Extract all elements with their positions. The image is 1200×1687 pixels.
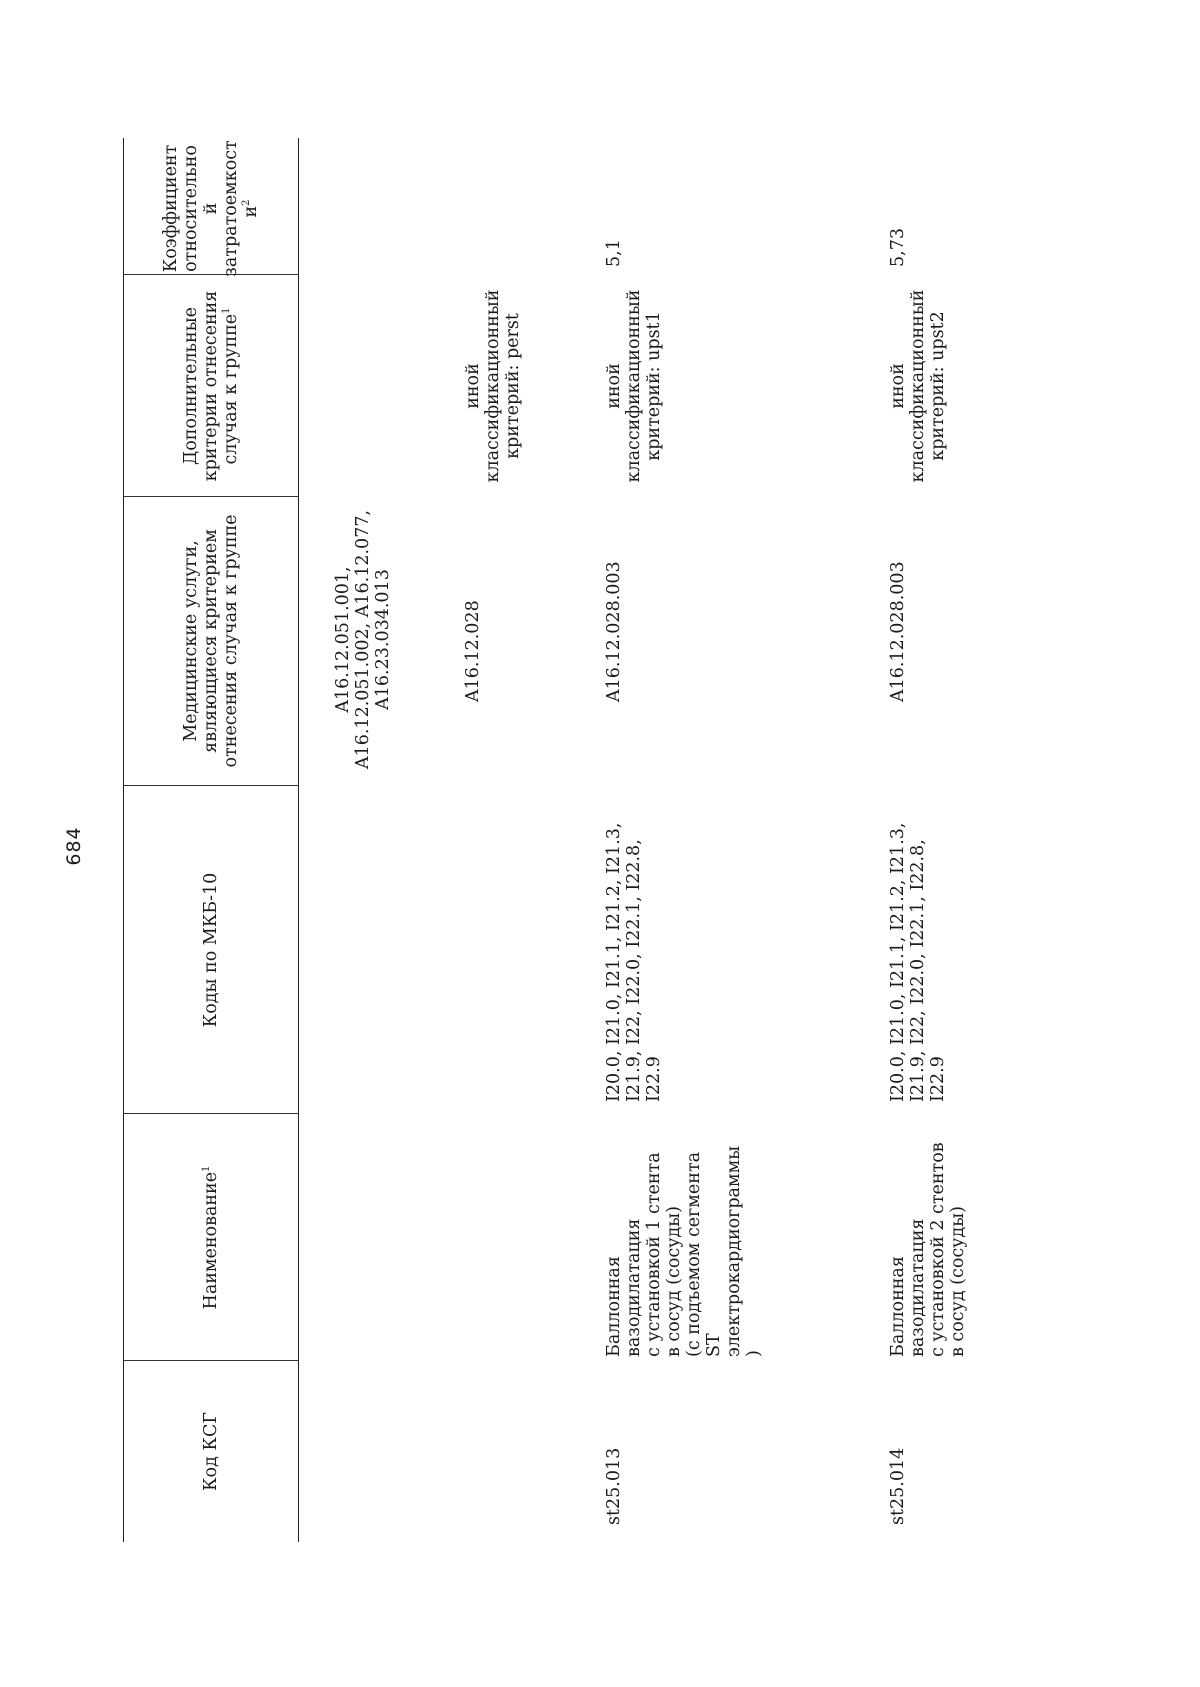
header-bottom-rule	[298, 138, 299, 1542]
header-code-text: Код КСГ	[200, 1412, 221, 1491]
row-2-name: Баллонная вазодилатация с установкой 2 стентов в сосуд (сосуды)	[888, 1142, 968, 1357]
row-1-icd: I20.0, I21.0, I21.1, I21.2, I21.3, I21.9, I22, I22.0, I22.1, I22.8, I22.9	[604, 822, 664, 1102]
header-icd	[123, 786, 298, 1114]
header-code	[123, 1361, 298, 1542]
header-criteria-label: Дополнительные критерии отнесения случая к группе	[180, 290, 241, 482]
header-name-text	[201, 1166, 221, 1310]
header-name-label: Наименование	[200, 1171, 221, 1310]
row-1-name: Баллонная вазодилатация с установкой 1 стента в сосуд (сосуды) (с подъемом сегмента ST электрокардиограммы )	[604, 1145, 764, 1357]
header-coef-label: Коэффициент относительно й затратоемкост и	[160, 140, 261, 277]
header-coef	[123, 140, 298, 277]
header-coef-footnote: 2	[240, 199, 252, 206]
header-name-footnote: 1	[200, 1165, 212, 1172]
header-criteria-text	[181, 283, 241, 489]
row-2-coef: 5,73	[888, 228, 908, 267]
page-number: 684	[63, 826, 85, 866]
row-1-code: st25.013	[604, 1447, 624, 1525]
row-2-icd: I20.0, I21.0, I21.1, I21.2, I21.3, I21.9, I22, I22.0, I22.1, I22.8, I22.9	[888, 822, 948, 1102]
header-coef-text	[161, 140, 261, 276]
row-2-code: st25.014	[888, 1447, 908, 1525]
header-icd-text: Коды по МКБ-10	[200, 872, 221, 1028]
header-divider-4	[123, 496, 298, 497]
header-name	[123, 1114, 298, 1361]
header-services-text: Медицинские услуги, являющиеся критерием отнесения случая к группе	[180, 514, 241, 768]
header-services-box	[123, 510, 298, 772]
row-1-coef: 5,1	[604, 239, 624, 267]
header-criteria	[123, 283, 298, 489]
row-1-services: A16.12.028.003	[604, 561, 624, 702]
row-0-criteria: иной классификационный критерий: perst	[463, 289, 523, 483]
continuation-services: A16.12.051.001, A16.12.051.002, A16.12.077, A16.23.034.013	[333, 509, 393, 770]
row-2-services: A16.12.028.003	[888, 561, 908, 702]
row-1-criteria: иной классификационный критерий: upst1	[604, 289, 664, 483]
row-2-criteria: иной классификационный критерий: upst2	[888, 289, 948, 483]
row-0-services: A16.12.028	[463, 600, 483, 702]
header-criteria-footnote: 1	[220, 307, 232, 314]
